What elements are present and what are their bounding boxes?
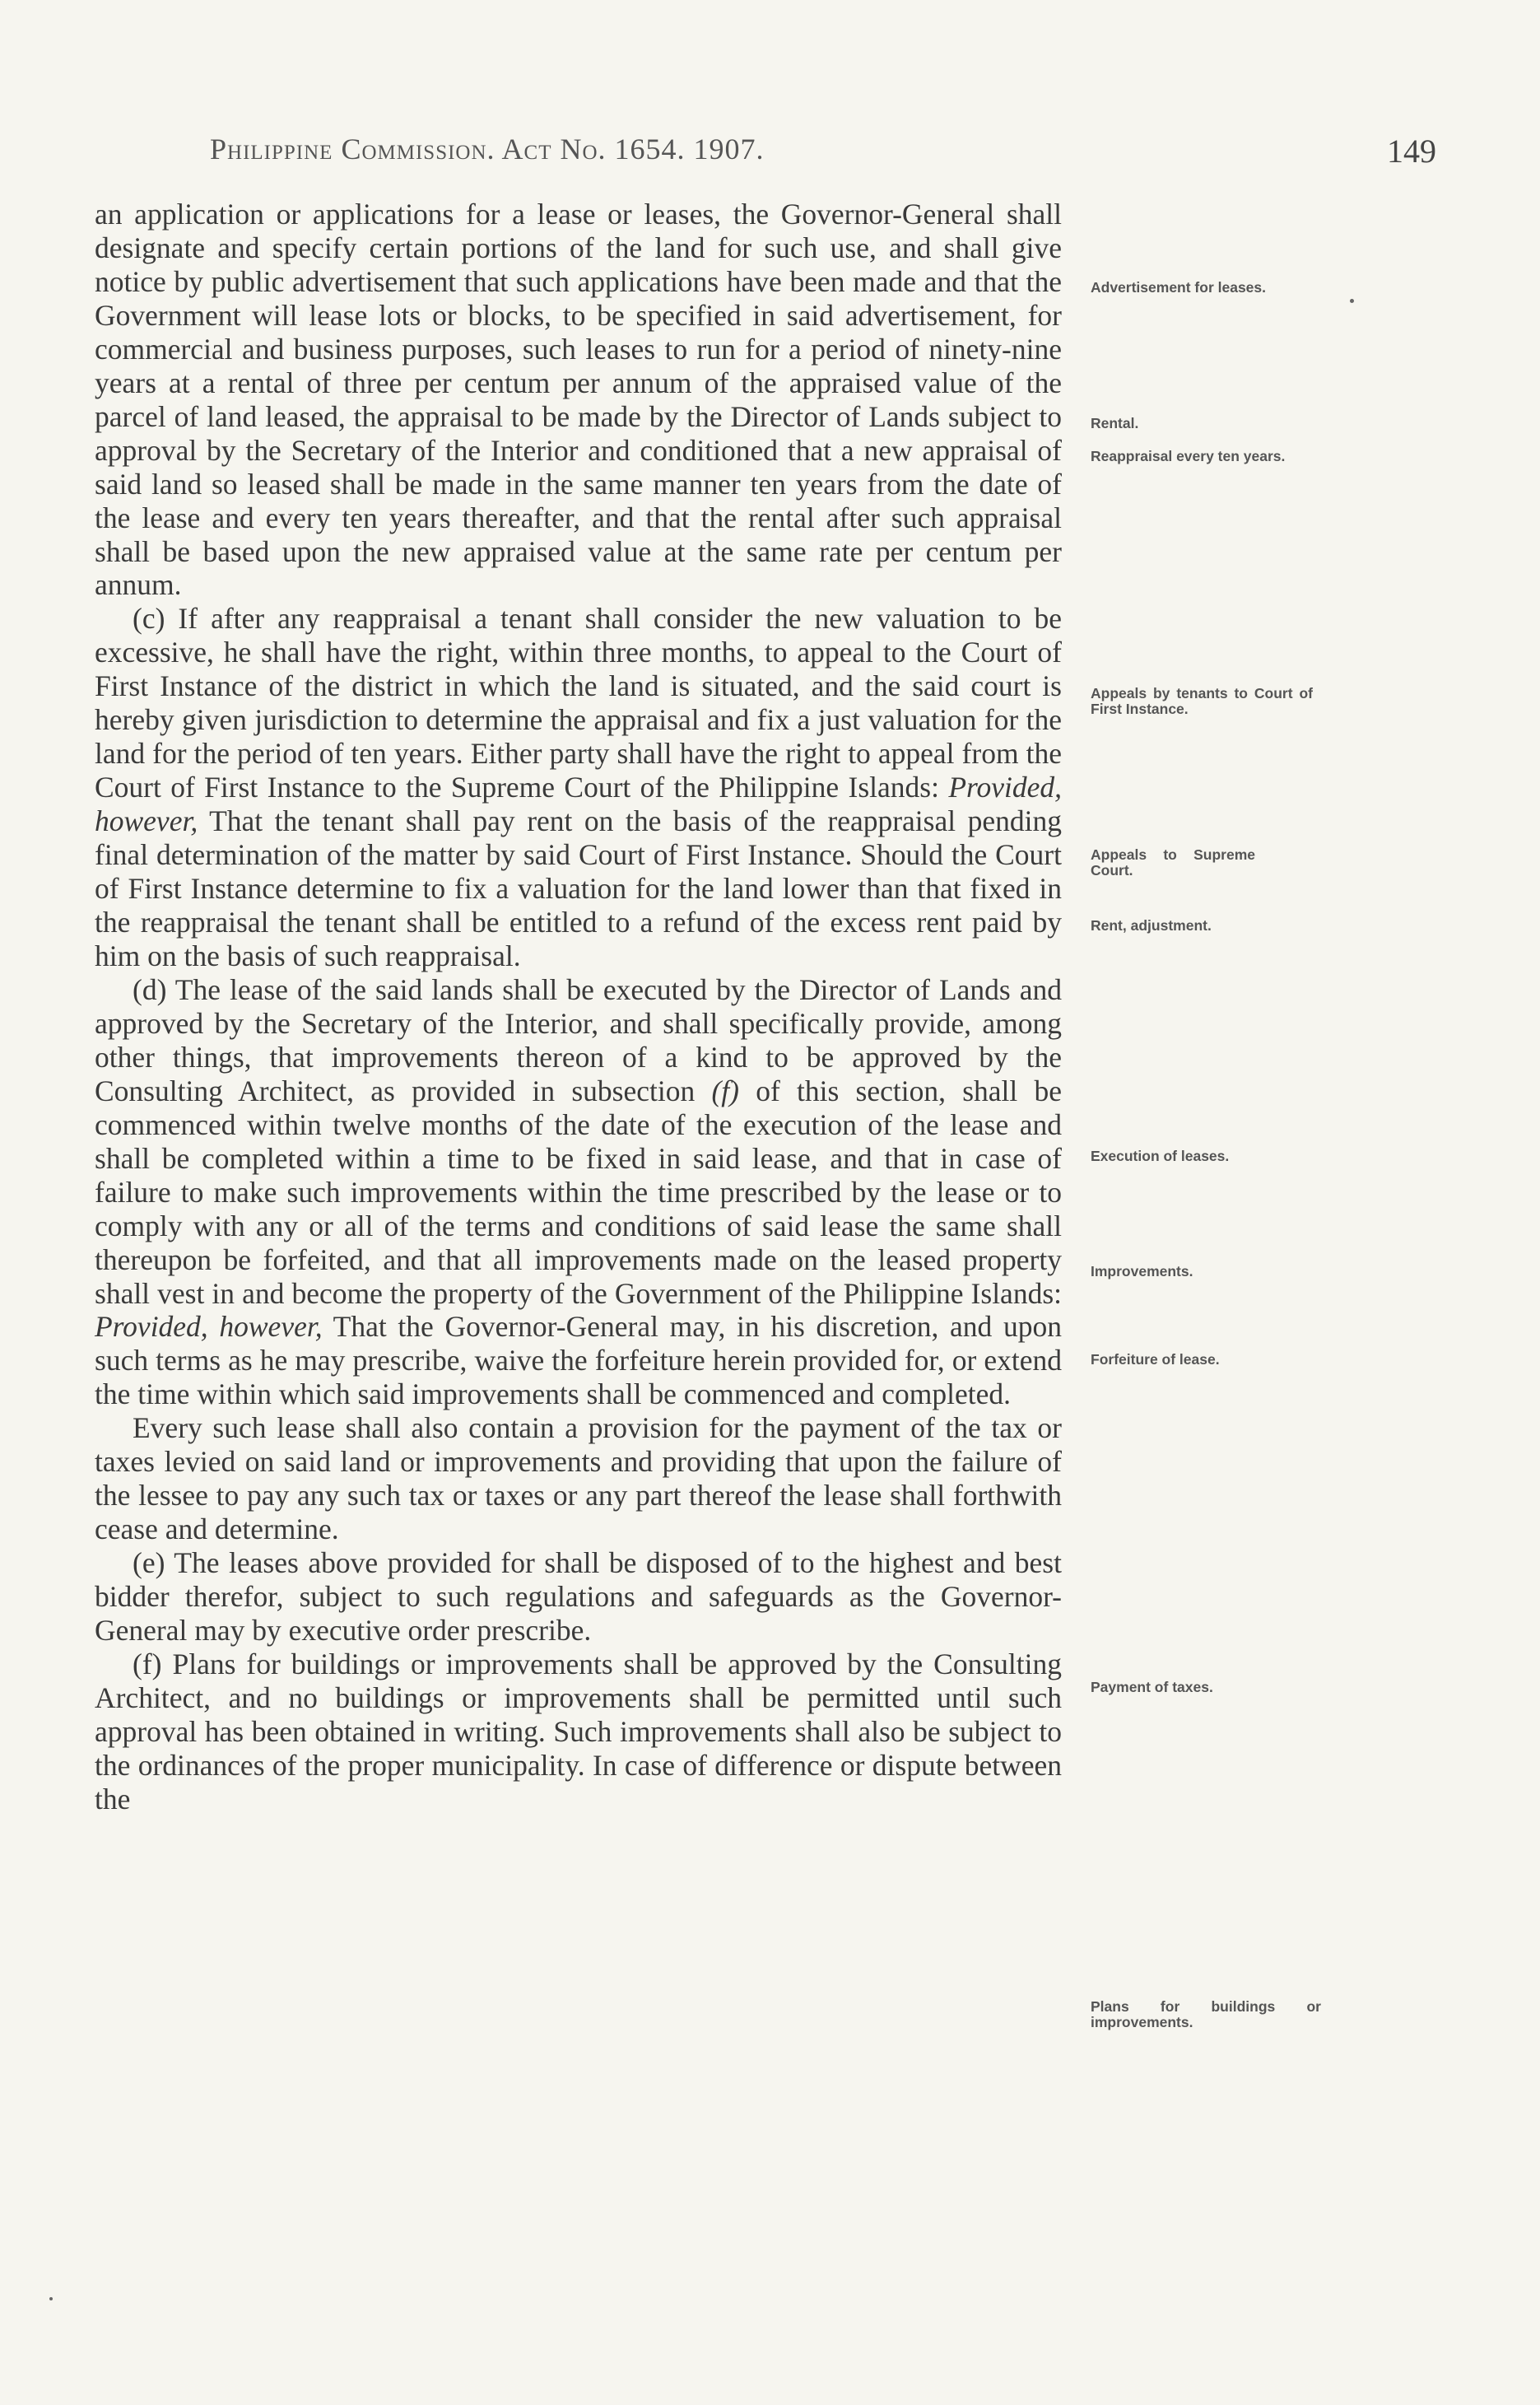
margin-note-taxes: Payment of taxes. <box>1091 1679 1213 1695</box>
paragraph-taxes: Every such lease shall also contain a provision for the payment of the tax or taxes levied on said land or improvements and providing that upon the failure of the lessee to pay any such tax or taxes or any part thereof the lease shall forthwith cease and determine. <box>95 1411 1062 1546</box>
paragraph-d-text-2: of this section, shall be commenced within twelve months of the date of the execution of the lease and shall be completed within a time to be fixed in said lease, and that in case of failure to make such improvements within the time prescribed by the lease or to comply with any or all of the terms and conditions of said lease the same shall thereupon be forfeited, and that all improvements made on the leased property shall vest in and become the property of the Government of the Philippine Islands: <box>95 1074 1062 1310</box>
body-text <box>95 198 1062 1816</box>
paragraph-d <box>95 973 1062 1411</box>
paragraph-d-text-1: (d) The lease of the said lands shall be executed by the Director of Lands and approved by the Secretary of the Interior, and shall specifically provide, among other things, that improvements thereon of a kind to be approved by the Consulting Architect, as provided in subsection <box>95 972 1062 1107</box>
print-speck <box>1350 299 1354 303</box>
margin-note-reappraisal: Reappraisal every ten years. <box>1091 448 1286 464</box>
margin-note-execution: Execution of leases. <box>1091 1148 1230 1164</box>
margin-note-rent-adjustment: Rent, adjustment. <box>1091 917 1212 934</box>
margin-note-forfeiture: Forfeiture of lease. <box>1091 1351 1220 1368</box>
proviso-emphasis: Provided, however, <box>95 771 1062 838</box>
margin-note-plans: Plans for buildings or improvements. <box>1091 1998 1321 2030</box>
margin-note-appeals-supreme: Appeals to Supreme Court. <box>1091 846 1255 879</box>
margin-note-rental: Rental. <box>1091 415 1139 431</box>
margin-note-advertisement: Advertisement for leases. <box>1091 279 1267 296</box>
paragraph-d-text-3: That the Governor-General may, in his discretion, and upon such terms as he may prescribe, waive the forfeiture herein provided for, or extend the time within which said improvements shall be commenced and completed. <box>95 1310 1063 1411</box>
page-number: 149 <box>1387 133 1436 170</box>
print-speck <box>49 2297 53 2300</box>
running-head: Philippine Commission. Act No. 1654. 1907. <box>210 133 765 165</box>
paragraph-e: (e) The leases above provided for shall be disposed of to the highest and best bidder therefor, subject to such regulations and safeguards as the Governor-General may by executive order prescribe. <box>95 1546 1062 1648</box>
paragraph-f: (f) Plans for buildings or improvements shall be approved by the Consulting Architect, and no buildings or improvements shall be permitted until such approval has been obtained in writing. Such improvements shall also be subject to the ordinances of the proper municipality. In case of difference or dispute between the <box>95 1647 1062 1815</box>
paragraph-c-text-1: (c) If after any reappraisal a tenant shall consider the new valuation to be excessive, he shall have the right, within three months, to appeal to the Court of First Instance of the district in which the land is situated, and the said court is hereby given jurisdiction to determine the appraisal and fix a just valuation for the land for the period of ten years. Either party shall have the right to appeal from the Court of First Instance to the Supreme Court of the Philippine Islands: <box>95 602 1062 804</box>
subsection-ref: (f) <box>711 1074 739 1107</box>
proviso-emphasis: Provided, however, <box>95 1310 323 1344</box>
margin-note-appeals-tenants: Appeals by tenants to Court of First Instance. <box>1091 685 1313 717</box>
paragraph-c-text-2: That the tenant shall pay rent on the basis of the reappraisal pending final determination of the matter by said Court of First Instance. Should the Court of First Instance determine to fix a valuation for the land lower than that fixed in the reappraisal the tenant shall be entitled to a refund of the excess rent paid by him on the basis of such reappraisal. <box>95 804 1062 972</box>
paragraph-c <box>95 602 1062 972</box>
paragraph-continuation: an application or applications for a lease or leases, the Governor-General shall designate and specify certain portions of the land for such use, and shall give notice by public advertisement that such applications have been made and that the Government will lease lots or blocks, to be specified in said advertisement, for commercial and business purposes, such leases to run for a period of ninety-nine years at a rental of three per centum per annum of the appraised value of the parcel of land leased, the appraisal to be made by the Director of Lands subject to approval by the Secretary of the Interior and conditioned that a new appraisal of said land so leased shall be made in the same manner ten years from the date of the lease and every ten years thereafter, and that the rental after such appraisal shall be based upon the new appraised value at the same rate per centum per annum. <box>95 198 1062 602</box>
margin-note-improvements: Improvements. <box>1091 1263 1193 1279</box>
